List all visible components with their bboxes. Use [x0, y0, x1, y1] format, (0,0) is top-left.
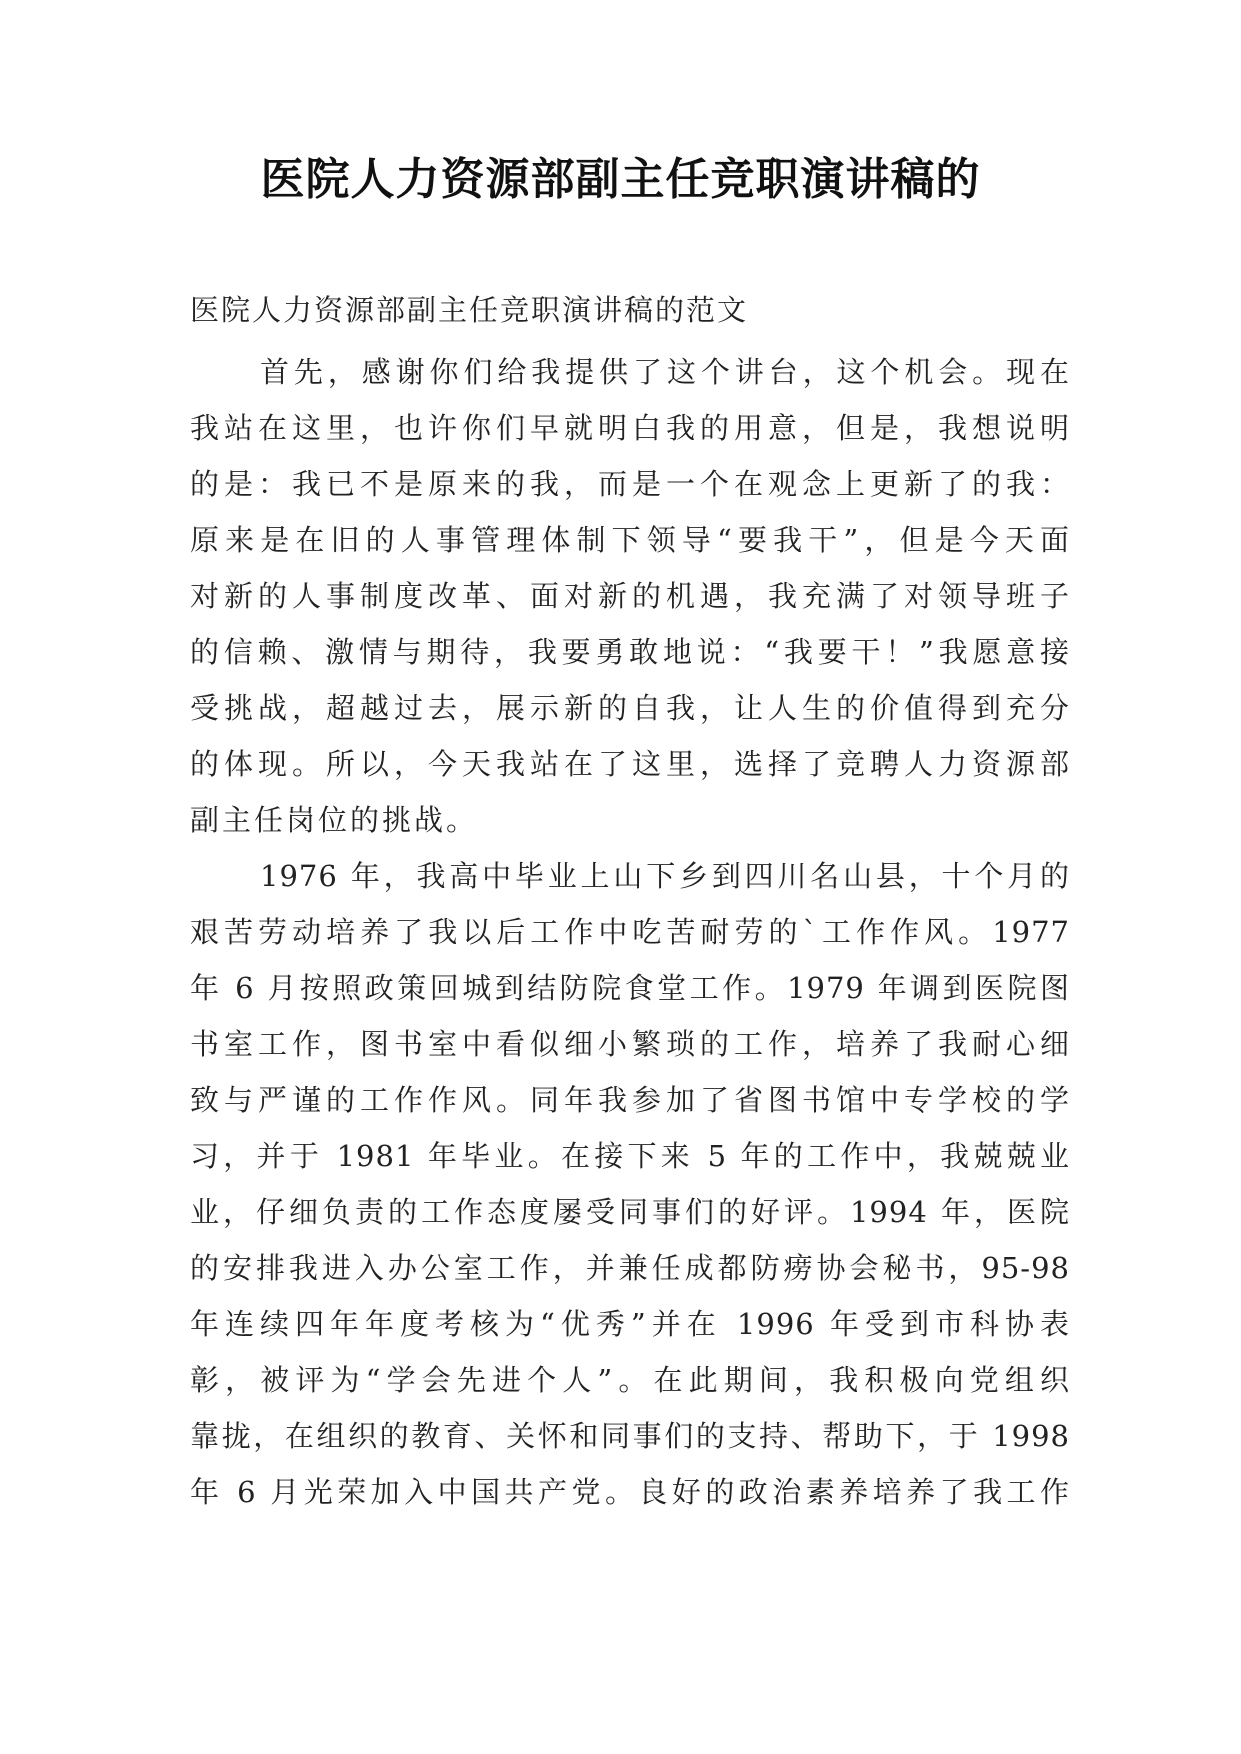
- paragraph-line: 的信赖、激情与期待，我要勇敢地说：“我要干！”我愿意接: [190, 635, 1070, 669]
- paragraph-line: 的安排我进入办公室工作，并兼任成都防痨协会秘书，95-98: [190, 1251, 1070, 1285]
- paragraph-line: 年 6 月按照政策回城到结防院食堂工作。1979 年调到医院图: [190, 971, 1070, 1005]
- paragraph-line: 业，仔细负责的工作态度屡受同事们的好评。1994 年，医院: [190, 1195, 1070, 1229]
- paragraph-line: 致与严谨的工作作风。同年我参加了省图书馆中专学校的学: [190, 1083, 1070, 1117]
- paragraph-line: 年 6 月光荣加入中国共产党。良好的政治素养培养了我工作: [190, 1475, 1070, 1509]
- document-subtitle: 医院人力资源部副主任竞职演讲稿的范文: [190, 293, 749, 327]
- paragraph-line: 彰，被评为“学会先进个人”。在此期间，我积极向党组织: [190, 1363, 1070, 1397]
- paragraph-line: 首先，感谢你们给我提供了这个讲台，这个机会。现在: [260, 355, 1070, 389]
- paragraph-line: 书室工作，图书室中看似细小繁琐的工作，培养了我耐心细: [190, 1027, 1070, 1061]
- paragraph-line: 艰苦劳动培养了我以后工作中吃苦耐劳的`工作作风。1977: [190, 915, 1070, 949]
- paragraph-line: 我站在这里，也许你们早就明白我的用意，但是，我想说明: [190, 411, 1070, 445]
- paragraph-line: 的体现。所以，今天我站在了这里，选择了竞聘人力资源部: [190, 747, 1070, 781]
- paragraph-line: 对新的人事制度改革、面对新的机遇，我充满了对领导班子: [190, 579, 1070, 613]
- paragraph-line: 副主任岗位的挑战。: [190, 803, 479, 837]
- document-body: [190, 350, 1070, 1526]
- paragraph-line: 习，并于 1981 年毕业。在接下来 5 年的工作中，我兢兢业: [190, 1139, 1070, 1173]
- paragraph-line: 1976 年，我高中毕业上山下乡到四川名山县，十个月的: [260, 859, 1070, 893]
- paragraph-line: 年连续四年年度考核为“优秀”并在 1996 年受到市科协表: [190, 1307, 1070, 1341]
- paragraph-line: 受挑战，超越过去，展示新的自我，让人生的价值得到充分: [190, 691, 1070, 725]
- paragraph-line: 原来是在旧的人事管理体制下领导“要我干”，但是今天面: [190, 523, 1070, 557]
- document-title: 医院人力资源部副主任竞职演讲稿的: [260, 154, 981, 205]
- paragraph-line: 的是：我已不是原来的我，而是一个在观念上更新了的我：: [190, 467, 1070, 501]
- paragraph-line: 靠拢，在组织的教育、关怀和同事们的支持、帮助下，于 1998: [190, 1419, 1070, 1453]
